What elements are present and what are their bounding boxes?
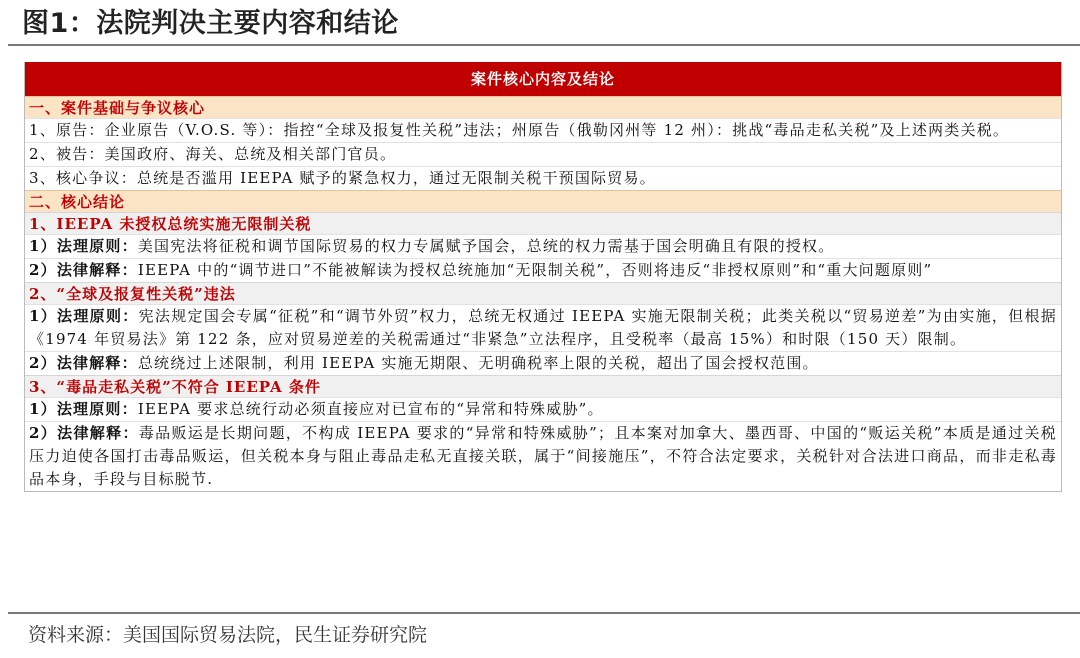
principle-text: 宪法规定国会专属“征税”和“调节外贸”权力，总统无权通过 IEEPA 实施无限制关税；此类关税以“贸易逆差”为由实施，但根据《1974 年贸易法》第 122 条，应对贸易逆差的关税需通过“非紧急”立法程序，且受税率（最高 15%）和时限（150 天）限制。 [29, 307, 1058, 348]
interpretation-label: 2）法律解释： [29, 424, 139, 442]
conclusion-1-title: 1、IEEPA 未授权总统实施无限制关税 [25, 212, 1061, 234]
source-note: 资料来源：美国国际贸易法院，民生证券研究院 [28, 624, 428, 646]
top-rule [8, 44, 1080, 46]
interpretation-label: 2）法律解释： [29, 261, 138, 279]
principle-text: 美国宪法将征税和调节国际贸易的权力专属赋予国会，总统的权力需基于国会明确且有限的授权。 [137, 237, 835, 255]
principle-label: 1）法理原则： [29, 237, 138, 255]
interpretation-text: 总统绕过上述限制，利用 IEEPA 实施无期限、无明确税率上限的关税，超出了国会授权范围。 [137, 354, 819, 372]
conclusion-2-title: 2、“全球及报复性关税”违法 [25, 282, 1061, 304]
section-case-basis-title: 一、案件基础与争议核心 [25, 96, 1061, 118]
interpretation-text: IEEPA 中的“调节进口”不能被解读为授权总统施加“无限制关税”，否则将违反“非授权原则”和“重大问题原则” [137, 261, 933, 279]
plaintiff-item: 1、原告：企业原告（V.O.S. 等）：指控“全球及报复性关税”违法；州原告（俄勒冈州等 12 州）：挑战“毒品走私关税”及上述两类关税。 [25, 118, 1061, 142]
defendant-item: 2、被告：美国政府、海关、总统及相关部门官员。 [25, 142, 1061, 166]
dispute-item: 3、核心争议：总统是否滥用 IEEPA 赋予的紧急权力，通过无限制关税干预国际贸易。 [25, 166, 1061, 190]
conclusion-2-interpretation [25, 351, 1061, 375]
conclusion-1-principle [25, 234, 1061, 258]
conclusion-3-interpretation [25, 421, 1061, 491]
principle-text: IEEPA 要求总统行动必须直接应对已宣布的“异常和特殊威胁”。 [137, 400, 604, 418]
interpretation-label: 2）法律解释： [29, 354, 138, 372]
conclusion-2-principle [25, 304, 1061, 351]
bottom-rule [8, 612, 1080, 614]
case-summary-table [24, 62, 1062, 492]
conclusion-3-title: 3、“毒品走私关税”不符合 IEEPA 条件 [25, 375, 1061, 397]
principle-label: 1）法理原则： [29, 307, 139, 325]
principle-label: 1）法理原则： [29, 400, 138, 418]
interpretation-text: 毒品贩运是长期问题，不构成 IEEPA 要求的“异常和特殊威胁”；且本案对加拿大、墨西哥、中国的“贩运关税”本质是通过关税压力迫使各国打击毒品贩运，但关税本身与阻止毒品走私无直接关联，属于“间接施压”，不符合法定要求，关税针对合法进口商品，而非走私毒品本身，手段与目标脱节. [29, 424, 1057, 488]
table-header: 案件核心内容及结论 [25, 62, 1061, 96]
section-conclusions-title: 二、核心结论 [25, 190, 1061, 212]
conclusion-3-principle [25, 397, 1061, 421]
conclusion-1-interpretation [25, 258, 1061, 282]
figure-title: 图1：法院判决主要内容和结论 [22, 8, 399, 39]
